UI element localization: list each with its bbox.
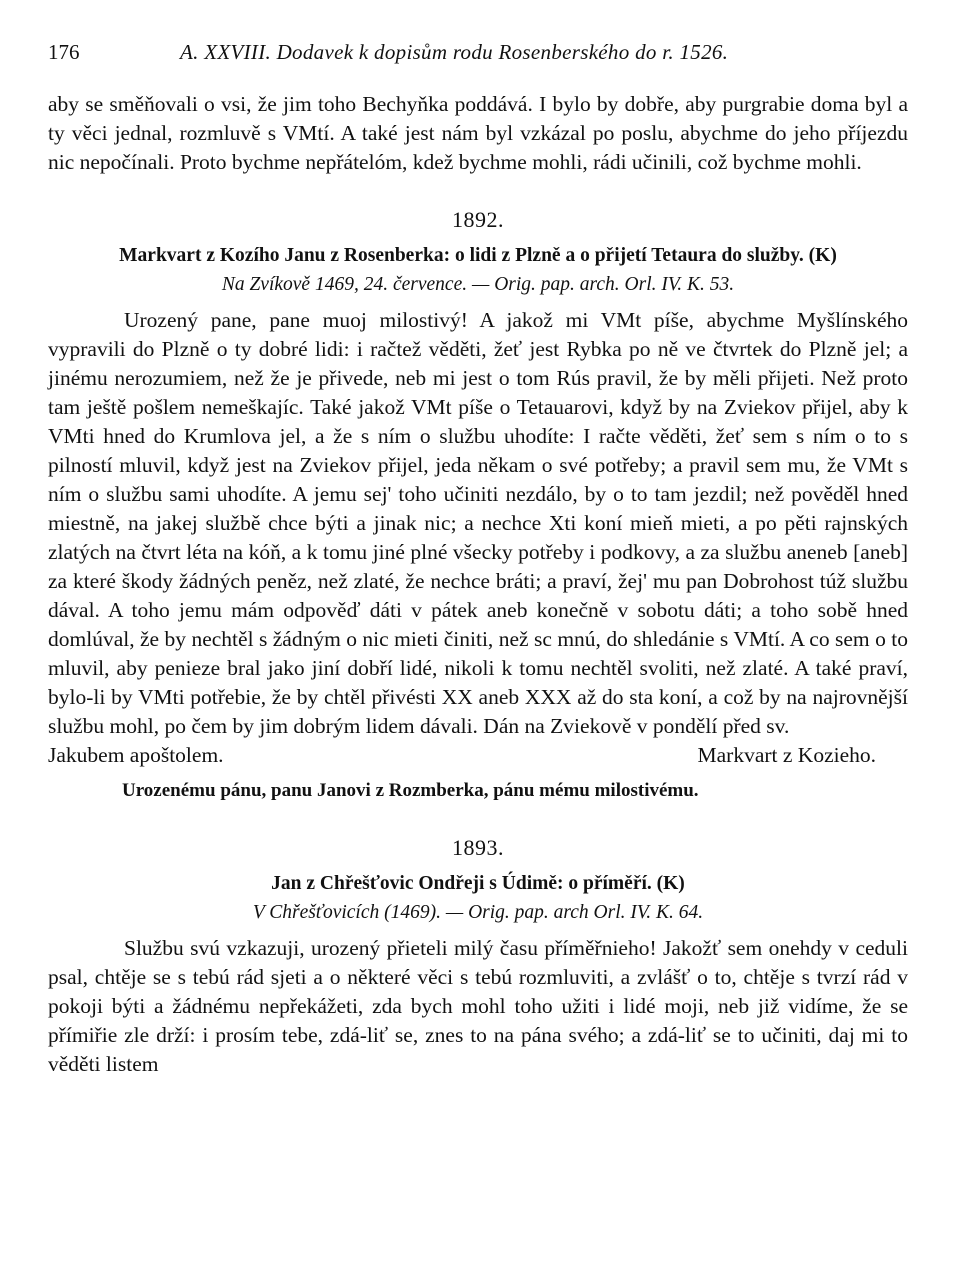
document-number: 1893.: [452, 835, 504, 860]
closing-place: Jakubem apoštolem.: [48, 743, 224, 767]
document-heading: Jan z Chřešťovic Ondřeji s Údimě: o příměří. (K): [271, 873, 685, 894]
document-entry-1892: [48, 207, 908, 805]
document-body: Službu svú vzkazuji, urozený přieteli milý času příměřnieho! Jakožť sem onehdy v ceduli psal, chtěje se s tebú rád sjeti a o některé věci s tebú rozmluviti, a zvlášť o to, chtěje s tvrzí rád v pokoji býti a žádnému nepřekážeti, zda bych mohl toho užiti i lidé moji, neb již vidíme, že se přímiřie zle drží: i prosím tebe, zdá-liť se, znes to na pána svého; a zdá-liť se to učiniti, daj mi to věděti listem: [48, 936, 908, 1076]
document-heading: Markvart z Kozího Janu z Rosenberka: o lidi z Plzně a o přijetí Tetaura do služby. (K): [119, 245, 837, 266]
signature: Markvart z Kozieho.: [697, 743, 876, 767]
document-source: Na Zvíkově 1469, 24. července. — Orig. pap. arch. Orl. IV. K. 53.: [221, 274, 735, 295]
running-header: [48, 40, 908, 74]
continuation-paragraph: aby se směňovali o vsi, že jim toho Bechyňka poddává. I bylo by dobře, aby purgrabie doma byl a ty věci jednal, rozmluvě s VMtí. A také jest nám byl vzkázal po poslu, abychme do jeho příjezdu nic nepočínali. Proto bychme nepřátelóm, kdež bychme mohli, rádi učinili, což bychme mohli.: [48, 92, 908, 174]
document-source: V Chřešťovicích (1469). — Orig. pap. arch Orl. IV. K. 64.: [252, 902, 704, 923]
document-body: Urozený pane, pane muoj milostivý! A jakož mi VMt píše, abychme Myšlínského vypravili do Plzně o ty dobré lidi: i račtež věděti, žeť jest Rybka po ně ve čtvrtek do Plzně jel; a jinému nerozumiem, než že je přivede, neb mi jest o tom Rús pravil, že by měli přijeti. Než proto tam ještě pošlem nemeškajíc. Také jakož VMt píše o Tetauarovi, když by na Zviekov přijel, aby k VMti hned do Krumlova jel, a že s ním o službu uhodíte: I račte věděti, žeť sem s ním o to s pilností mluvil, když jest na Zviekov přijel, jeda někam o své potřeby; a pravil sem mu, že VMt s ním o službu sami uhodíte. A jemu sej' toho učiniti nezdálo, by o to tam jezdil; než pověděl hned miestně, na jakej službě chce býti a jinak nic; a nechce Xti koní mieň mieti, a po pěti rajnských zlatých na čtvrt léta na kóň, a k tomu jiné plné všecky potřeby i podkovy, a za službu aneneb [aneb] za které škody žádných peněz, než zlaté, že nechce bráti; a praví, žej' mu pan Dobrohost túž službu dával. A toho jemu mám odpověď dáti v pátek aneb konečně v sobotu dáti; a toho sobě hned domlúval, že by nechtěl s žádným o nic mieti činiti, než sc mnú, do shledánie s VMtí. A co sem o to mluvil, aby penieze bral jako jiní dobří lidé, nikoli k tomu nechtěl svoliti, než zlaté. A také praví, bylo-li by VMti potřebie, že by chtěl přivésti XX aneb XXX až do sta koní, a což by na najrovnější službu mohl, po čem by jim dobrým lidem dávali. Dán na Zviekově v pondělí před sv.: [48, 308, 908, 738]
document-entry-1893: [48, 835, 908, 1079]
page-number: 176: [48, 40, 80, 64]
document-page: [48, 40, 908, 1079]
document-number: 1892.: [452, 207, 504, 232]
closing-line: [48, 741, 908, 770]
running-title: A. XXVIII. Dodavek k dopisům rodu Rosenberského do r. 1526.: [180, 40, 729, 64]
address-line: Urozenému pánu, panu Janovi z Rozmberka, pánu mému milostivému.: [122, 780, 699, 801]
